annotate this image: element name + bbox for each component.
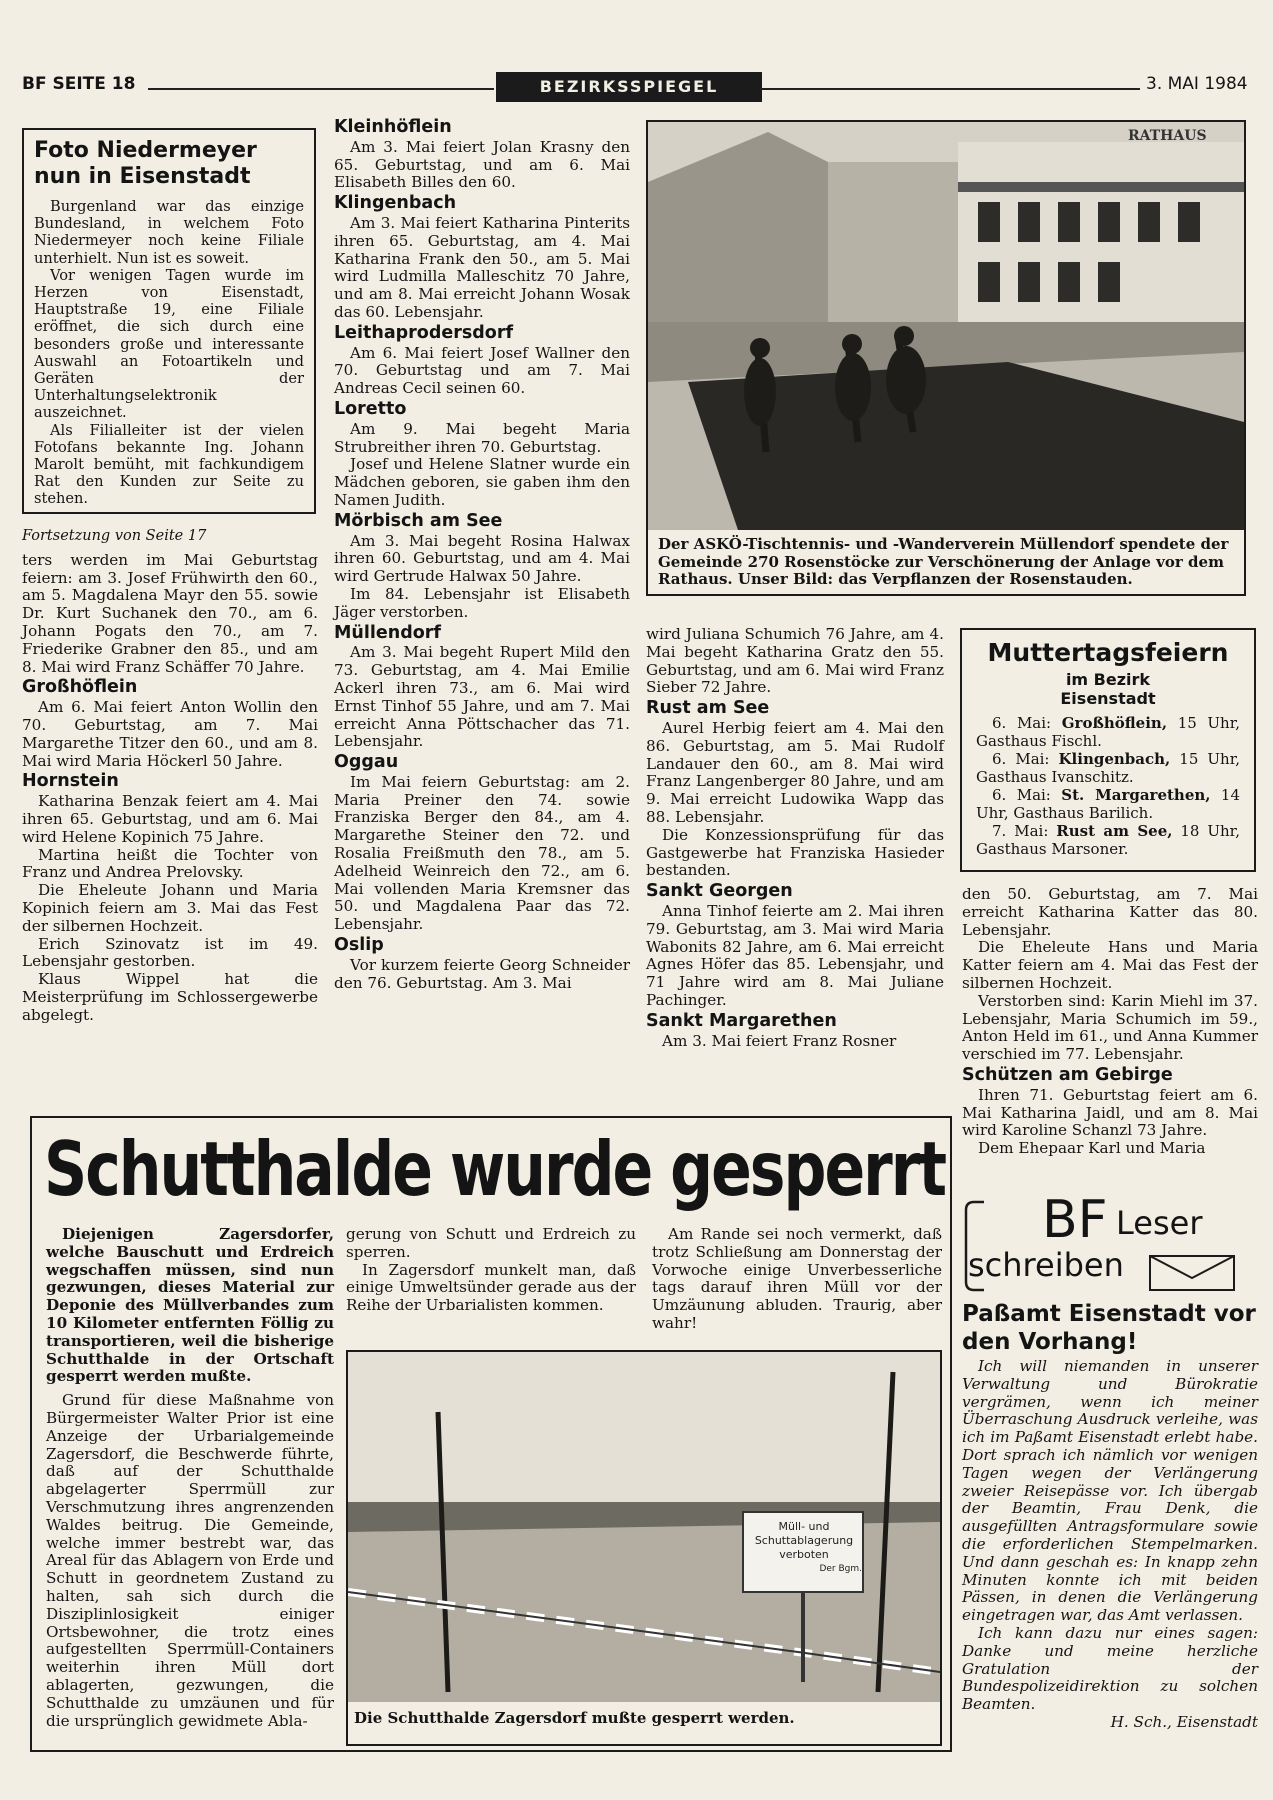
schutt-caption: Die Schutthalde Zagersdorf mußte gesperrt werden. — [354, 1709, 795, 1727]
item-date: 6. Mai: — [992, 714, 1052, 732]
rathaus-photo-illustration — [648, 122, 1244, 530]
col1-para: Die Eheleute Johann und Maria Kopinich feiern am 3. Mai das Fest der silbernen Hochzeit. — [22, 881, 318, 935]
schutt-body: Grund für diese Maßnahme von Bürgermeister Walter Prior ist eine Anzeige der Urbarialgemeinde Zagersdorf, die Beschwerde führte, daß auf der Schutthalde abgelagerter Sperrmüll zur Verschmutzung ihres angrenzenden Waldes beitrug. Die Gemeinde, welche immer bestrebt war, das Areal für das Ablagern von Erde und Schutt in geordnetem Zustand zu halten, sah sich durch die Disziplinlosigkeit einiger Ortsbewohner, die trotz eines aufgestellten Sperrmüll-Containers weiterhin ihren Müll dort ablagerten, gezwungen, die Schutthalde zu umzäunen und für die ursprünglich gewidmete Abla- — [46, 1391, 334, 1730]
rathaus-sign: RATHAUS — [1128, 128, 1207, 144]
col4-intro: den 50. Geburtstag, am 7. Mai erreicht Katharina Katter das 80. Lebensjahr. — [962, 885, 1258, 939]
item-date: 6. Mai: — [992, 750, 1050, 768]
col4-para: Die Eheleute Hans und Maria Katter feiern am 4. Mai das Fest der silbernen Hochzeit. — [962, 938, 1258, 992]
col3-para: Anna Tinhof feierte am 2. Mai ihren 79. Geburtstag, am 3. Mai wird Maria Wabonits 82 Jahre, am 6. Mai erreicht Agnes Höfer das 85. Lebensjahr, und 71 Jahre wird am 8. Mai Juliane Pachinger. — [646, 901, 944, 1009]
col1-para: Klaus Wippel hat die Meisterprüfung im Schlossergewerbe abgelegt. — [22, 970, 318, 1024]
schutt-photo — [348, 1352, 940, 1702]
item-rest: 18 Uhr, Gasthaus Marsoner. — [976, 822, 1240, 858]
column-1 — [22, 528, 318, 1025]
col2-para: Josef und Helene Slatner wurde ein Mädchen geboren, sie gaben ihm den Namen Judith. — [334, 455, 630, 509]
section-heading: Klingenbach — [334, 193, 457, 214]
continued-note: Fortsetzung von Seite 17 — [22, 528, 207, 544]
sign-line: Der Bgm. — [819, 1564, 862, 1574]
col4-para: Verstorben sind: Karin Miehl im 37. Lebensjahr, Maria Schumich im 59., Anton Held im 61., und Anna Kummer verschied im 77. Lebensjahr. — [962, 991, 1258, 1064]
schutt-col-3 — [652, 1226, 942, 1333]
page-label: BF SEITE 18 — [22, 74, 136, 94]
col2-para: Am 3. Mai begeht Rosina Halwax ihren 60. Geburtstag, und am 4. Mai wird Gertrude Halwax 50 Jahre. — [334, 531, 630, 586]
col3-para: Die Konzessionsprüfung für das Gastgewerbe hat Franziska Hasieder bestanden. — [646, 825, 944, 880]
issue-date: 3. MAI 1984 — [1146, 74, 1248, 94]
schutt-photo-frame — [346, 1350, 942, 1746]
item-place: Klingenbach, — [1058, 750, 1171, 768]
section-heading: Sankt Margarethen — [646, 1010, 837, 1031]
col2-para: Am 6. Mai feiert Josef Wallner den 70. Geburtstag und am 7. Mai Andreas Cecil seinen 60. — [334, 343, 630, 398]
col1-para: Am 6. Mai feiert Anton Wollin den 70. Geburtstag, am 7. Mai Margarethe Titzer den 60., und am 8. Mai wird Maria Höckerl 50 Jahre. — [22, 698, 318, 770]
sign-line: Schuttablagerung — [754, 1534, 854, 1547]
sign-line: verboten — [779, 1548, 829, 1561]
schutt-col-1 — [46, 1226, 334, 1730]
muttertag-subtitle: im Bezirk Eisenstadt — [1060, 670, 1156, 708]
header-rule-right — [760, 88, 1140, 90]
schutt-body: In Zagersdorf munkelt man, daß einige Umweltsünder gerade aus der Reihe der Urbarialisten kommen. — [346, 1260, 636, 1315]
col2-para: Am 3. Mai begeht Rupert Mild den 73. Geburtstag, am 4. Mai Emilie Ackerl ihren 73., am 6. Mai wird Ernst Tinhof 55 Jahre, und am 7. Mai erreicht Anna Pöttschacher das 71. Lebensjahr. — [334, 643, 630, 751]
schutt-lead: Diejenigen Zagersdorfer, welche Bauschutt und Erdreich wegschaffen müssen, sind nun gezwungen, dieses Material zur Deponie des Müllverbandes zum 10 Kilometer entfernten Föllig zu transportieren, weil die bisherige Schutthalde in der Ortschaft gesperrt werden mußte. — [46, 1225, 334, 1386]
section-heading: Kleinhöflein — [334, 117, 452, 137]
column-3 — [646, 626, 944, 1050]
section-heading: Mörbisch am See — [334, 510, 503, 531]
col2-para: Am 3. Mai feiert Jolan Krasny den 65. Geburtstag, und am 6. Mai Elisabeth Billes den 60. — [334, 137, 630, 192]
rathaus-photo — [648, 122, 1244, 530]
section-heading: Müllendorf — [334, 622, 441, 643]
section-heading: Hornstein — [22, 771, 119, 792]
col4-para: Ihren 71. Geburtstag feiert am 6. Mai Katharina Jaidl, und am 8. Mai wird Karoline Schanzl 73 Jahre. — [962, 1085, 1258, 1140]
foto-box-para: Vor wenigen Tagen wurde im Herzen von Eisenstadt, Hauptstraße 19, eine Filiale eröffnet, die sich durch eine besonders große und interessante Auswahl an Fotoartikeln und Geräten der Unterhaltungselektronik auszeichnet. — [34, 266, 304, 422]
muttertag-item — [976, 714, 1240, 750]
column-4 — [962, 886, 1258, 1158]
col3-para: Aurel Herbig feiert am 4. Mai den 86. Geburtstag, am 5. Mai Rudolf Landauer den 60., am 8. Mai wird Franz Langenberger 80 Jahre, und am 9. Mai erreicht Ludowika Wapp das 88. Lebensjahr. — [646, 718, 944, 826]
section-banner: BEZIRKSSPIEGEL — [496, 72, 762, 102]
col2-para: Am 9. Mai begeht Maria Strubreither ihren 70. Geburtstag. — [334, 419, 630, 456]
logo-schreiben: schreiben — [968, 1246, 1124, 1284]
section-heading: Großhöflein — [22, 677, 138, 698]
section-heading: Oggau — [334, 752, 399, 773]
item-rest: 15 Uhr, Gasthaus Ivanschitz. — [976, 750, 1240, 786]
rathaus-photo-frame — [646, 120, 1246, 596]
col4-para: Dem Ehepaar Karl und Maria — [978, 1139, 1206, 1158]
leser-logo — [964, 1190, 1244, 1292]
leser-signature: H. Sch., Eisenstadt — [1110, 1712, 1258, 1731]
leser-title: Paßamt Eisenstadt vor den Vorhang! — [962, 1301, 1256, 1355]
section-heading: Schützen am Gebirge — [962, 1064, 1173, 1085]
schutt-col-2 — [346, 1226, 636, 1315]
col2-para: Am 3. Mai feiert Katharina Pinterits ihren 65. Geburtstag, am 4. Mai Katharina Frank den 50., am 5. Mai wird Ludmilla Malleschitz 70 Jahre, und am 8. Mai erreicht Johann Wosak das 60. Lebensjahr. — [334, 213, 630, 321]
schutt-body: Am Rande sei noch vermerkt, daß trotz Schließung am Donnerstag der Vorwoche einige Unverbesserliche tags darauf ihren Müll vor der Umzäunung abluden. Traurig, aber wahr! — [652, 1225, 942, 1332]
muttertag-box — [960, 628, 1256, 872]
schutthalde-headline: Schutthalde wurde gesperrt — [44, 1126, 945, 1214]
foto-box-title: Foto Niedermeyer nun in Eisenstadt — [34, 138, 257, 189]
col2-para: Im 84. Lebensjahr ist Elisabeth Jäger verstorben. — [334, 584, 630, 621]
schutthalde-article — [30, 1116, 952, 1752]
item-place: St. Margarethen, — [1061, 786, 1211, 804]
col1-intro: ters werden im Mai Geburtstag feiern: am 3. Josef Frühwirth den 60., am 5. Magdalena Mayr den 55. sowie Dr. Kurt Suchanek den 70., am 6. Johann Pogats den 70., am 7. Friederike Grabner den 85., und am 8. Mai wird Franz Schäffer 70 Jahre. — [22, 550, 318, 676]
muttertag-title: Muttertagsfeiern — [987, 638, 1229, 667]
column-2 — [334, 116, 630, 992]
section-heading: Leithaprodersdorf — [334, 322, 514, 343]
col1-para: Martina heißt die Tochter von Franz und Andrea Prelovsky. — [22, 845, 318, 882]
item-rest: 14 Uhr, Gasthaus Barilich. — [976, 786, 1241, 822]
foto-box-para: Burgenland war das einzige Bundesland, in welchem Foto Niedermeyer noch keine Filiale unterhielt. Nun ist es soweit. — [34, 198, 304, 267]
muttertag-item — [976, 750, 1240, 786]
logo-leser: Leser — [1116, 1204, 1203, 1242]
section-heading: Sankt Georgen — [646, 881, 793, 902]
header-rule-left — [148, 88, 494, 90]
col2-para: Im Mai feiern Geburtstag: am 2. Maria Preiner den 74. sowie Franziska Berger den 84., am 4. Margarethe Steiner den 72. und Rosalia Freißmuth den 78., am 5. Adelheid Weinreich den 72., am 6. Mai vollenden Maria Kremsner das 50. und Magdalena Paar das 72. Lebensjahr. — [334, 772, 630, 934]
logo-bf: BF — [1042, 1190, 1108, 1250]
foto-box-para: Als Filialleiter ist der vielen Fotofans bekannte Ing. Johann Marolt bemüht, mit fachkundigem Rat den Kunden zur Seite zu stehen. — [34, 421, 304, 508]
item-place: Rust am See, — [1056, 822, 1173, 840]
item-date: 6. Mai: — [992, 786, 1051, 804]
section-heading: Loretto — [334, 398, 407, 419]
col3-intro: wird Juliana Schumich 76 Jahre, am 4. Mai begeht Katharina Gratz den 55. Geburtstag, und am 6. Mai wird Franz Sieber 72 Jahre. — [646, 625, 944, 697]
col2-para: Vor kurzem feierte Georg Schneider den 76. Geburtstag. Am 3. Mai — [334, 955, 630, 992]
col1-para: Erich Szinovatz ist im 49. Lebensjahr gestorben. — [22, 934, 318, 971]
schutt-body: gerung von Schutt und Erdreich zu sperren. — [346, 1225, 636, 1261]
leser-para: Ich will niemanden in unserer Verwaltung und Bürokratie vergrämen, wenn ich meiner Überraschung Ausdruck verleihe, was ich im Paßamt Eisenstadt erlebt habe. Dort sprach ich nämlich vor wenigen Tagen wegen der Verlängerung zweier Reisepässe vor. Ich übergab der Beamtin, Frau Denk, die ausgefüllten Antragsformulare sowie die erforderlichen Stempelmarken. Und dann geschah es: In knapp zehn Minuten konnte ich mit beiden Pässen, in denen die Verlängerung eingetragen war, das Amt verlassen. — [962, 1357, 1258, 1625]
col1-para: Katharina Benzak feiert am 4. Mai ihren 65. Geburtstag, und am 6. Mai wird Helene Kopinich 75 Jahre. — [22, 792, 318, 846]
leser-letter — [962, 1358, 1258, 1732]
leser-para: Ich kann dazu nur eines sagen: Danke und meine herzliche Gratulation der Bundespolizeidirektion zu solchen Beamten. — [962, 1623, 1258, 1714]
rathaus-caption: Der ASKÖ-Tischtennis- und -Wanderverein Müllendorf spendete der Gemeinde 270 Rosenstöcke zur Verschönerung der Anlage vor dem Rathaus. Unser Bild: das Verpflanzen der Rosenstauden. — [658, 535, 1229, 588]
section-heading: Oslip — [334, 935, 384, 956]
col3-para: Am 3. Mai feiert Franz Rosner — [662, 1031, 897, 1050]
item-rest: 15 Uhr, Gasthaus Fischl. — [976, 714, 1240, 750]
item-date: 7. Mai: — [992, 822, 1049, 840]
section-heading: Rust am See — [646, 698, 770, 719]
verbot-sign — [746, 1520, 862, 1576]
sign-line: Müll- und — [778, 1520, 830, 1533]
foto-niedermeyer-box — [22, 128, 316, 514]
muttertag-item — [976, 822, 1240, 858]
item-place: Großhöflein, — [1061, 714, 1168, 732]
muttertag-item — [976, 786, 1240, 822]
